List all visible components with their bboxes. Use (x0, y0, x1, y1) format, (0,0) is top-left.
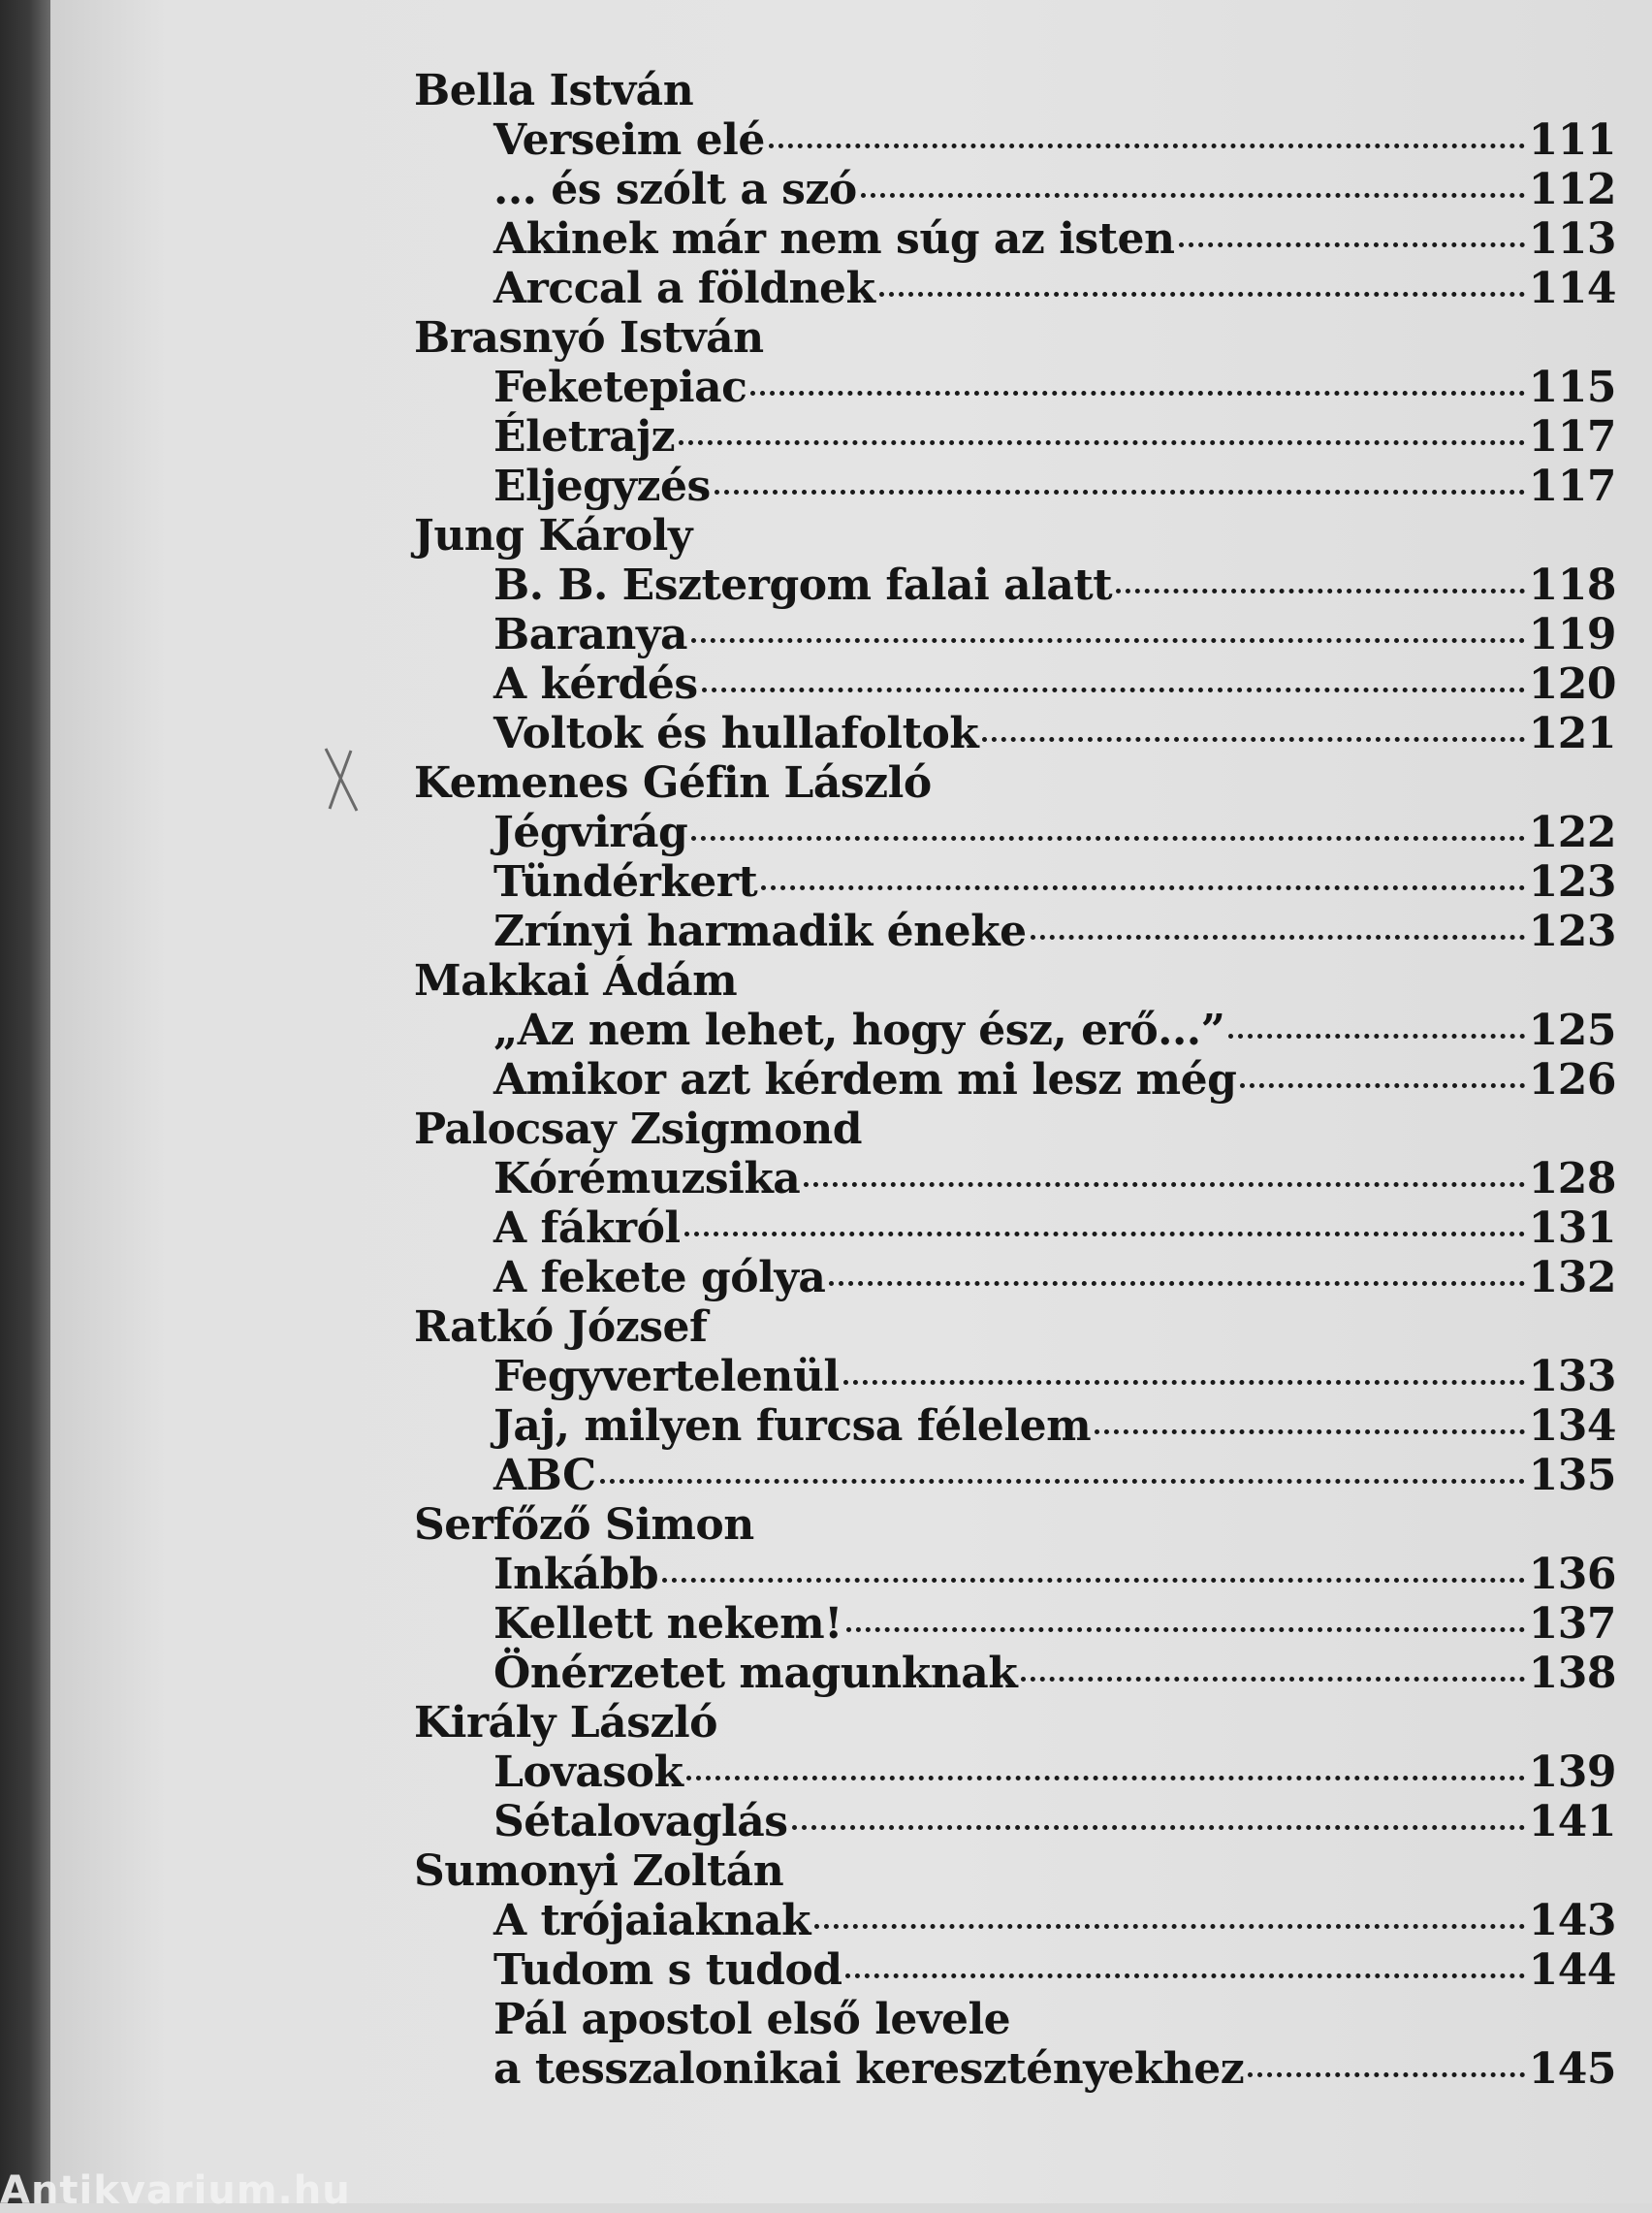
dot-leader (686, 1776, 1524, 1780)
dot-leader (982, 737, 1524, 742)
toc-entry (493, 363, 1616, 412)
toc-entry-page-number: 117 (1528, 412, 1616, 462)
dot-leader (829, 1281, 1524, 1286)
toc-entry-title: Sétalovaglás (493, 1797, 788, 1846)
author-name: Brasnyó István (414, 313, 764, 363)
toc-entry (493, 610, 1616, 659)
dot-leader (1116, 589, 1525, 593)
toc-entry-page-number: 114 (1528, 264, 1616, 313)
dot-leader (814, 1924, 1525, 1929)
dot-leader (804, 1182, 1524, 1187)
toc-entry (493, 165, 1616, 214)
toc-entry-title: A fekete gólya (493, 1253, 826, 1302)
toc-entry (493, 1154, 1616, 1203)
toc-entry-page-number: 134 (1528, 1401, 1616, 1451)
author-name: Bella István (414, 66, 694, 115)
dot-leader (750, 391, 1524, 396)
author-name: Sumonyi Zoltán (414, 1846, 784, 1896)
toc-entry (493, 1055, 1616, 1105)
dot-leader (691, 638, 1525, 643)
dot-leader (769, 144, 1525, 148)
toc-entry-page-number: 119 (1528, 610, 1616, 659)
toc-entry (493, 1599, 1616, 1649)
toc-entry-title: Tündérkert (493, 857, 758, 907)
toc-entry-title: B. B. Esztergom falai alatt (493, 561, 1113, 610)
toc-entry (493, 462, 1616, 511)
toc-entry-title: Eljegyzés (493, 462, 711, 511)
toc-entry (493, 1649, 1616, 1698)
author-name: Serfőző Simon (414, 1500, 754, 1550)
toc-entry (493, 214, 1616, 264)
toc-entry-page-number: 125 (1528, 1006, 1616, 1055)
dot-leader (846, 1627, 1525, 1632)
toc-entry-title-line: Pál apostol első levele (493, 1995, 1011, 2044)
dot-leader (861, 193, 1525, 198)
watermark-text: Antikvarium.hu (0, 2168, 351, 2213)
toc-entry (493, 1006, 1616, 1055)
toc-entry (493, 2044, 1616, 2094)
dot-leader (792, 1825, 1525, 1830)
toc-entry-page-number: 143 (1528, 1896, 1616, 1945)
toc-entry (493, 1352, 1616, 1401)
toc-entry-page-number: 123 (1528, 907, 1616, 956)
pencil-x-mark (322, 747, 361, 813)
toc-entry-page-number: 136 (1528, 1550, 1616, 1599)
dot-leader (684, 1232, 1525, 1236)
toc-entry-title: Életrajz (493, 412, 676, 462)
dot-leader (1240, 1083, 1524, 1088)
toc-entry-title: ABC (493, 1451, 596, 1500)
book-spine-shadow (0, 0, 50, 2203)
toc-entry (493, 857, 1616, 907)
toc-entry (493, 1550, 1616, 1599)
toc-entry (493, 1945, 1616, 1995)
toc-entry (493, 1253, 1616, 1302)
toc-entry-title: Arccal a földnek (493, 264, 875, 313)
toc-entry-page-number: 121 (1528, 709, 1616, 758)
toc-entry-title: Kellett nekem! (493, 1599, 842, 1649)
toc-entry-title: A fákról (493, 1203, 681, 1253)
toc-entry (493, 1451, 1616, 1500)
toc-entry-page-number: 122 (1528, 808, 1616, 857)
dot-leader (879, 292, 1525, 297)
toc-entry (493, 412, 1616, 462)
toc-entry (493, 1203, 1616, 1253)
toc-entry (493, 1748, 1616, 1797)
toc-entry (493, 264, 1616, 313)
toc-entry-page-number: 137 (1528, 1599, 1616, 1649)
dot-leader (845, 1973, 1524, 1978)
toc-entry-page-number: 132 (1528, 1253, 1616, 1302)
toc-entry-title: Jaj, milyen furcsa félelem (493, 1401, 1092, 1451)
toc-entry-page-number: 113 (1528, 214, 1616, 264)
toc-entry (493, 907, 1616, 956)
author-name: Ratkó József (414, 1302, 708, 1352)
toc-entry-page-number: 120 (1528, 659, 1616, 709)
toc-entry (493, 808, 1616, 857)
author-name: Király László (414, 1698, 718, 1748)
dot-leader (702, 688, 1525, 692)
toc-entry-page-number: 135 (1528, 1451, 1616, 1500)
toc-entry (493, 561, 1616, 610)
toc-entry-page-number: 112 (1528, 165, 1616, 214)
toc-entry-page-number: 133 (1528, 1352, 1616, 1401)
toc-entry (493, 1896, 1616, 1945)
toc-entry-title: Voltok és hullafoltok (493, 709, 979, 758)
toc-entry-title: A trójaiaknak (493, 1896, 810, 1945)
toc-entry (493, 1401, 1616, 1451)
toc-entry-title: Akinek már nem súg az isten (493, 214, 1175, 264)
toc-entry-page-number: 138 (1528, 1649, 1616, 1698)
toc-entry-page-number: 111 (1528, 115, 1616, 165)
toc-entry-title: Fegyvertelenül (493, 1352, 840, 1401)
toc-entry-page-number: 123 (1528, 857, 1616, 907)
toc-entry-page-number: 139 (1528, 1748, 1616, 1797)
dot-leader (1021, 1677, 1524, 1682)
toc-entry-page-number: 115 (1528, 363, 1616, 412)
table-of-contents (414, 66, 1616, 2094)
toc-entry-title: Baranya (493, 610, 687, 659)
dot-leader (715, 490, 1525, 495)
toc-entry-title: Feketepiac (493, 363, 747, 412)
toc-entry (493, 1797, 1616, 1846)
toc-entry-title: Amikor azt kérdem mi lesz még (493, 1055, 1237, 1105)
dot-leader (1228, 1034, 1524, 1039)
toc-entry-page-number: 131 (1528, 1203, 1616, 1253)
author-name: Makkai Ádám (414, 956, 738, 1006)
dot-leader (843, 1380, 1525, 1385)
toc-entry-title: Jégvirág (493, 808, 688, 857)
author-name: Kemenes Géfin László (414, 758, 932, 808)
toc-entry-title: Zrínyi harmadik éneke (493, 907, 1027, 956)
toc-entry (493, 115, 1616, 165)
author-name: Jung Károly (414, 511, 692, 561)
toc-entry-page-number: 144 (1528, 1945, 1616, 1995)
dot-leader (679, 440, 1524, 445)
toc-entry (493, 709, 1616, 758)
toc-entry (493, 659, 1616, 709)
toc-entry-title: Kórémuzsika (493, 1154, 801, 1203)
dot-leader (761, 885, 1524, 890)
toc-entry-title: a tesszalonikai keresztényekhez (493, 2044, 1245, 2094)
book-page (50, 0, 1652, 2203)
toc-entry-title: ... és szólt a szó (493, 165, 857, 214)
dot-leader (662, 1578, 1525, 1583)
toc-entry-title: Lovasok (493, 1748, 683, 1797)
author-name: Palocsay Zsigmond (414, 1105, 862, 1154)
dot-leader (1248, 2072, 1524, 2077)
toc-entry-title: Inkább (493, 1550, 659, 1599)
toc-entry-page-number: 126 (1528, 1055, 1616, 1105)
toc-entry-title: Önérzetet magunknak (493, 1649, 1018, 1698)
toc-entry-title: Tudom s tudod (493, 1945, 842, 1995)
toc-entry-title: Verseim elé (493, 115, 765, 165)
dot-leader (600, 1479, 1525, 1484)
toc-entry-title: „Az nem lehet, hogy ész, erő...” (493, 1006, 1225, 1055)
toc-entry-page-number: 117 (1528, 462, 1616, 511)
dot-leader (691, 836, 1524, 841)
toc-entry-page-number: 118 (1528, 561, 1616, 610)
dot-leader (1095, 1429, 1525, 1434)
toc-entry-page-number: 145 (1528, 2044, 1616, 2094)
dot-leader (1179, 242, 1525, 247)
toc-entry-page-number: 141 (1528, 1797, 1616, 1846)
dot-leader (1031, 935, 1525, 940)
toc-entry-title: A kérdés (493, 659, 698, 709)
toc-entry-page-number: 128 (1528, 1154, 1616, 1203)
